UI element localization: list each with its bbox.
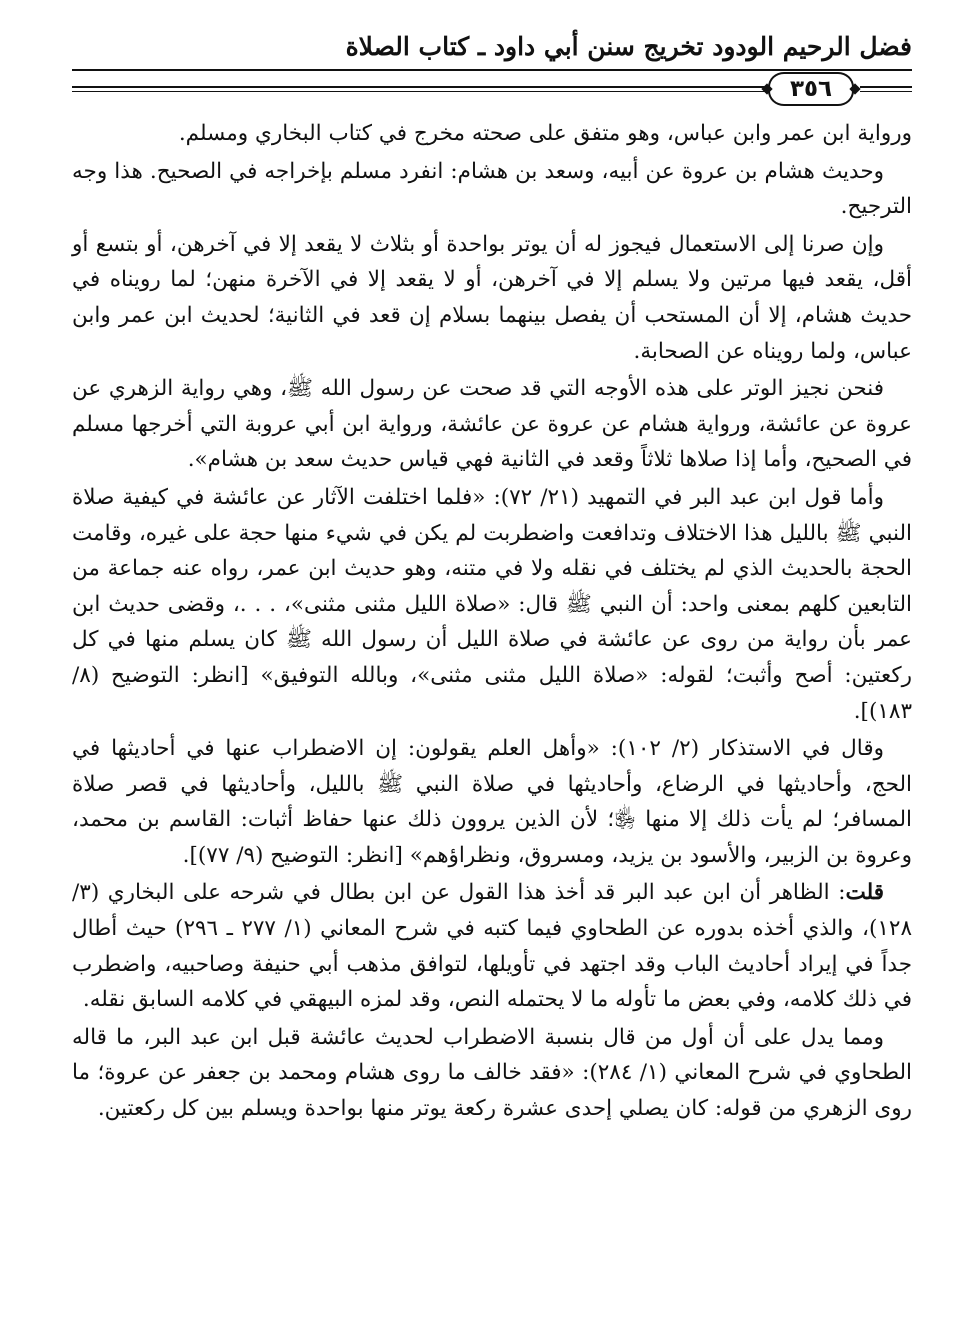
page-header bbox=[72, 22, 912, 100]
paragraph bbox=[72, 875, 912, 1017]
paragraph-text: وحديث هشام بن عروة عن أبيه، وسعد بن هشام: انفرد مسلم بإخراجه في الصحيح. هذا وجه الترجيح. bbox=[72, 158, 912, 220]
paragraph-text: وقال في الاستذكار (٢/ ١٠٢): «وأهل العلم يقولون: إن الاضطراب عنها في أحاديثها في الحج، وأحاديثها في الرضاع، وأحاديثها في صلاة النبي ﷺ بالليل، وأحاديثها في قصر صلاة المسافر؛ لم يأت ذلك إلا منها ﵂؛ لأن الذين يروون ذلك عنها حفاظ أثبات: القاسم بن محمد، وعروة بن الزبير، والأسود بن يزيد، ومسروق، ونظراؤهم» [انظر: التوضيح (٩/ ٧٧)]. bbox=[72, 736, 912, 868]
page-number: ٣٥٦ bbox=[768, 72, 854, 106]
paragraph bbox=[72, 116, 912, 152]
paragraph bbox=[72, 154, 912, 225]
paragraph-text: : الظاهر أن ابن عبد البر قد أخذ هذا القول عن ابن بطال في شرحه على البخاري (٣/ ١٢٨)، والذي أخذه بدوره عن الطحاوي فيما كتبه في شرح المعاني (١/ ٢٧٧ ـ ٢٩٦) حيث أطال جداً في إيراد أحاديث الباب وقد اجتهد في تأويلها، لتوافق مذهب أبي حنيفة وصاحبيه، واضطرب في ذلك كلامه، وفي بعض ما تأوله ما لا يحتمله النص، وقد لمزه البيهقي في كلامه السابق نقله. bbox=[72, 880, 912, 1013]
header-rule-right bbox=[860, 86, 912, 92]
header-rule bbox=[72, 69, 912, 71]
running-title: فضل الرحيم الودود تخريج سنن أبي داود ـ كتاب الصلاة bbox=[345, 32, 912, 61]
paragraph bbox=[72, 1020, 912, 1127]
page bbox=[72, 22, 912, 1129]
paragraph bbox=[72, 371, 912, 478]
paragraph bbox=[72, 480, 912, 729]
body-text bbox=[72, 116, 912, 1127]
paragraph-text: فنحن نجيز الوتر على هذه الأوجه التي قد صحت عن رسول الله ﷺ، وهي رواية الزهري عن عروة عن عائشة، ورواية هشام عن عروة عن عائشة، ورواية ابن أبي عروبة التي أخرجها مسلم في الصحيح، وأما إذا صلاها ثلاثاً وقعد في الثانية فهي قياس حديث سعد بن هشام». bbox=[72, 376, 912, 473]
paragraph-text: وأما قول ابن عبد البر في التمهيد (٢١/ ٧٢): «فلما اختلفت الآثار عن عائشة في كيفية صلاة النبي ﷺ بالليل هذا الاختلاف وتدافعت واضطربت لم يكن في شيء منها حجة على غيره، وقامت الحجة بالحديث الذي لم يختلف في نقله ولا في متنه، وهو حديث ابن عمر، رواه عنه جماعة من التابعين كلهم بمعنى واحد: أن النبي ﷺ قال: «صلاة الليل مثنى مثنى»، . . .، وقضى حديث ابن عمر بأن رواية من روى عن عائشة في صلاة الليل أن رسول الله ﷺ كان يسلم منها في كل ركعتين: أصح وأثبت؛ لقوله: «صلاة الليل مثنى مثنى»، وبالله التوفيق» [انظر: التوضيح (٨/ ١٨٣)]. bbox=[72, 484, 912, 724]
header-rule-left bbox=[72, 86, 770, 92]
paragraph bbox=[72, 731, 912, 873]
paragraph-text: وإن صرنا إلى الاستعمال فيجوز له أن يوتر بواحدة أو بثلاث لا يقعد إلا في آخرهن، أو بتسع أو أقل، يقعد فيها مرتين ولا يسلم إلا في آخرهن، أو لا يقعد إلا في الآخرة منهن؛ لما رويناه في حديث هشام، إلا أن المستحب أن يفصل بينهما بسلام إن قعد في الثانية؛ لحديث ابن عمر وابن عباس، ولما رويناه عن الصحابة. bbox=[72, 231, 912, 364]
paragraph-text: ومما يدل على أن أول من قال بنسبة الاضطراب لحديث عائشة قبل ابن عبد البر، ما قاله الطحاوي في شرح المعاني (١/ ٢٨٤): «فقد خالف ما روى هشام ومحمد بن جعفر عن عروة؛ ما روى الزهري من قوله: كان يصلي إحدى عشرة ركعة يوتر منها بواحدة ويسلم بين كل ركعتين. bbox=[72, 1024, 913, 1122]
paragraph bbox=[72, 227, 912, 369]
paragraph-text: ورواية ابن عمر وابن عباس، وهو متفق على صحته مخرج في كتاب البخاري ومسلم. bbox=[178, 121, 912, 146]
paragraph-lead: قلت bbox=[845, 880, 884, 906]
